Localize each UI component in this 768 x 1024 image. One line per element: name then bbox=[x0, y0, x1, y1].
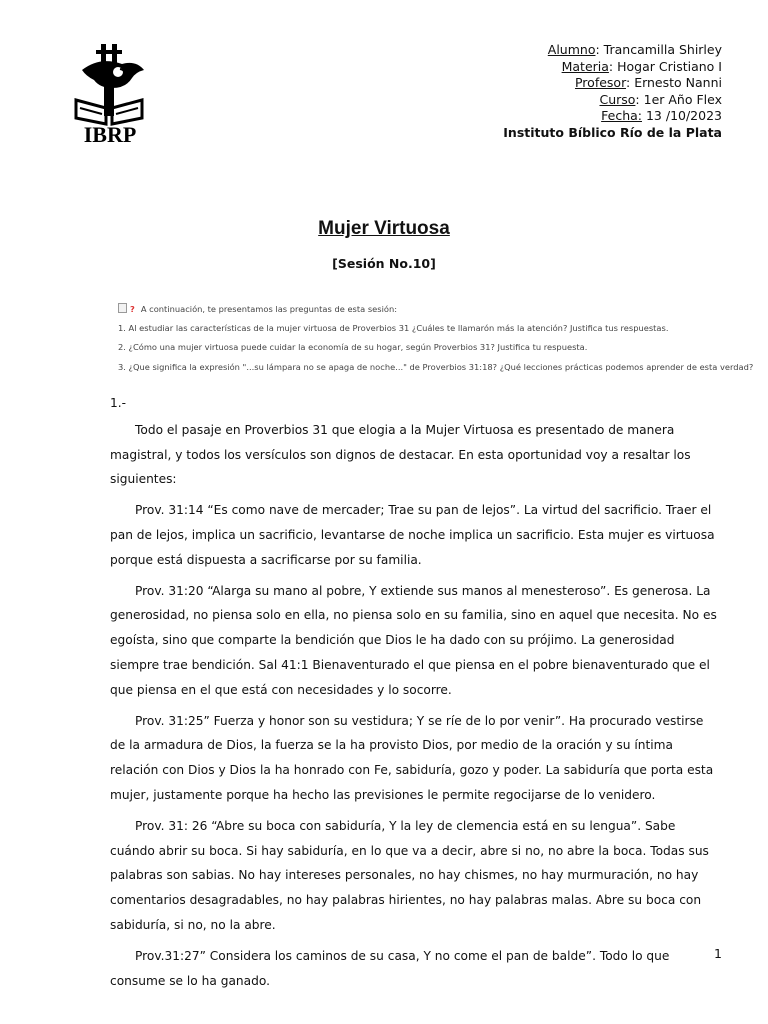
info-line-fecha bbox=[503, 108, 722, 125]
institute-name: Instituto Bíblico Río de la Plata bbox=[503, 124, 722, 140]
answer-number: 1.- bbox=[110, 396, 127, 410]
info-line-alumno: Alumno: Trancamilla Shirley bbox=[547, 42, 722, 57]
info-value: 1er Año Flex bbox=[639, 91, 722, 107]
answer-body bbox=[110, 391, 722, 999]
info-label: Curso bbox=[599, 91, 636, 107]
paragraph: Prov.31:27” Considera los caminos de su casa, Y no come el pan de balde”. Todo lo que consume se lo ha ganado. bbox=[110, 948, 670, 988]
paragraph: Prov. 31:14 “Es como nave de mercader; Trae su pan de lejos”. La virtud del sacrificio. Traer el pan de lejos, implica un sacrificio, levantarse de noche implica un sacrificio. Esta mujer es virtuosa porque está dispuesta a sacrificarse por su familia. bbox=[110, 503, 715, 567]
title-text: Mujer Virtuosa bbox=[318, 218, 450, 239]
question-item: 2. ¿Cómo una mujer virtuosa puede cuidar la economía de su hogar, según Proverbios 31? Justifica tu respuesta. bbox=[118, 342, 588, 352]
document-icon bbox=[118, 303, 127, 313]
session-label: [Sesión No.10] bbox=[332, 256, 436, 271]
question-item: 1. Al estudiar las características de la mujer virtuosa de Proverbios 31 ¿Cuáles te llamarón más la atención? Justifica tus respuestas. bbox=[118, 322, 669, 333]
questions-intro-text: A continuación, te presentamos las preguntas de esta sesión: bbox=[140, 304, 398, 314]
paragraph: Prov. 31:20 “Alarga su mano al pobre, Y extiende sus manos al menesteroso”. Es generosa. La generosidad, no piensa solo en ella, no piensa solo en su familia, sino en aquel que necesita. No es egoísta, sino que comparte la bendición que Dios le ha dado con su prójimo. La generosidad siempre trae bendición. Sal 41:1 Bienaventurado el que piensa en el pobre bienaventurado que el que piensa en el que está con necesidades y lo socorre. bbox=[110, 583, 717, 697]
ibrp-logo bbox=[70, 42, 154, 146]
student-info bbox=[503, 42, 722, 141]
question-item: 3. ¿Que significa la expresión "...su lámpara no se apaga de noche..." de Proverbios 31:18? ¿Qué lecciones prácticas podemos aprender de esta verdad? bbox=[118, 361, 754, 372]
info-label: Materia bbox=[561, 58, 609, 74]
questions-intro bbox=[118, 303, 730, 323]
info-line-profesor: Profesor: Ernesto Nanni bbox=[574, 75, 722, 90]
info-value: Hogar Cristiano I bbox=[613, 58, 722, 74]
info-label: Alumno bbox=[547, 42, 596, 57]
paragraph: Prov. 31: 26 “Abre su boca con sabiduría, Y la ley de clemencia está en su lengua”. Sabe cuándo abrir su boca. Si hay sabiduría, en lo que va a decir, abre si no, no abre la boca. Todas sus palabras son sabias. No hay intereses personales, no hay chismes, no hay murmuración, no hay comentarios desagradables, no hay palabras hirientes, no hay palabras malas. Abre su boca con sabiduría, si no, no la abre. bbox=[110, 818, 709, 932]
info-value: 13 /10/2023 bbox=[642, 108, 722, 123]
info-value: Trancamilla Shirley bbox=[599, 42, 722, 57]
page-number: 1 bbox=[714, 946, 722, 961]
info-value: Ernesto Nanni bbox=[630, 75, 722, 90]
session-questions bbox=[118, 303, 754, 381]
paragraph: Prov. 31:25” Fuerza y honor son su vestidura; Y se ríe de lo por venir”. Ha procurado vestirse de la armadura de Dios, la fuerza se la ha provisto Dios, por medio de la oración y su íntima relación con Dios y Dios la ha honrado con Fe, sabiduría, gozo y poder. La sabiduría que porta esta mujer, justamente porque ha hecho las previsiones le permite regocijarse de lo venidero. bbox=[110, 713, 714, 802]
paragraph: Todo el pasaje en Proverbios 31 que elogia a la Mujer Virtuosa es presentado de manera magistral, y todos los versículos son dignos de destacar. En esta oportunidad voy a resaltar los siguientes: bbox=[110, 422, 691, 487]
question-mark-icon: ? bbox=[130, 304, 135, 314]
info-line-curso: Curso: 1er Año Flex bbox=[599, 91, 722, 107]
ibrp-emblem-icon bbox=[70, 42, 154, 146]
info-label: Fecha: bbox=[601, 108, 642, 123]
info-line-materia: Materia: Hogar Cristiano I bbox=[561, 58, 722, 74]
logo-text: IBRP bbox=[83, 122, 137, 146]
info-label: Profesor bbox=[574, 75, 626, 90]
page-title bbox=[0, 218, 768, 240]
